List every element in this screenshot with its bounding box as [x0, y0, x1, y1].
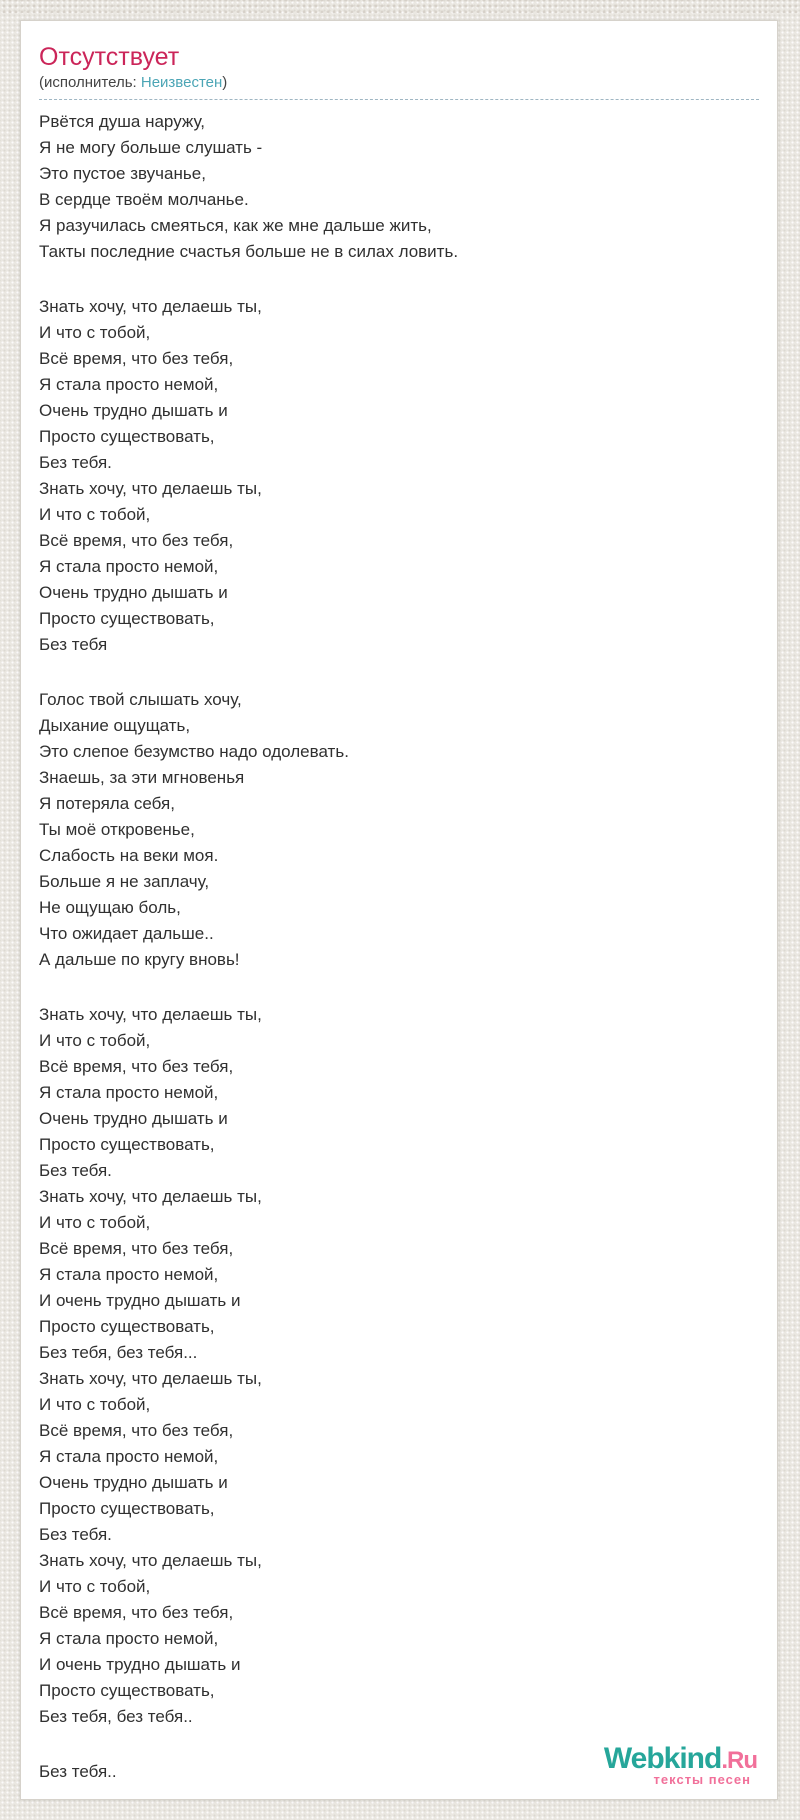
lyrics-stanza — [39, 1002, 759, 1730]
lyric-line: Очень трудно дышать и — [39, 1473, 228, 1492]
lyric-line: Голос твой слышать хочу, — [39, 690, 242, 709]
logo-webkind-text: Webkind — [603, 1742, 722, 1775]
lyric-line: Всё время, что без тебя, — [39, 1057, 234, 1076]
artist-line — [39, 74, 759, 100]
lyric-line: Без тебя.. — [39, 1762, 117, 1781]
logo-ru-text: .Ru — [721, 1747, 757, 1774]
lyric-line: Знать хочу, что делаешь ты, — [39, 1369, 262, 1388]
lyric-line: Знать хочу, что делаешь ты, — [39, 1551, 262, 1570]
lyric-line: Я стала просто немой, — [39, 1265, 219, 1284]
lyric-line: И очень трудно дышать и — [39, 1655, 241, 1674]
lyric-line: Всё время, что без тебя, — [39, 1421, 234, 1440]
lyric-line: Такты последние счастья больше не в силах ловить. — [39, 242, 459, 261]
lyrics-card — [20, 20, 778, 1800]
lyric-line: Без тебя. — [39, 1161, 112, 1180]
lyric-line: Просто существовать, — [39, 1135, 215, 1154]
lyric-line: Я стала просто немой, — [39, 1083, 219, 1102]
lyric-line: Просто существовать, — [39, 1499, 215, 1518]
lyric-line: Что ожидает дальше.. — [39, 924, 214, 943]
lyric-line: А дальше по кругу вновь! — [39, 950, 240, 969]
lyric-line: Я стала просто немой, — [39, 557, 219, 576]
lyric-line: Без тебя. — [39, 1525, 112, 1544]
artist-label-close: ) — [222, 74, 228, 91]
lyric-line: Без тебя. — [39, 453, 112, 472]
artist-link[interactable]: Неизвестен — [140, 74, 223, 91]
lyric-line: Очень трудно дышать и — [39, 1109, 228, 1128]
lyric-line: Я стала просто немой, — [39, 1629, 219, 1648]
lyric-line: Ты моё откровенье, — [39, 820, 195, 839]
lyrics-stanza — [39, 109, 759, 265]
lyric-line: Очень трудно дышать и — [39, 583, 228, 602]
lyric-line: Слабость на веки моя. — [39, 846, 219, 865]
lyric-line: Знаешь, за эти мгновенья — [39, 768, 245, 787]
lyric-line: Без тебя, без тебя.. — [39, 1707, 193, 1726]
lyric-line: И что с тобой, — [39, 1031, 151, 1050]
lyrics-stanza — [39, 294, 759, 658]
webkind-logo[interactable] — [604, 1744, 757, 1787]
lyric-line: И что с тобой, — [39, 505, 151, 524]
lyric-line: Это пустое звучанье, — [39, 164, 206, 183]
lyric-line: Я разучилась смеяться, как же мне дальше жить, — [39, 216, 432, 235]
lyric-line: Я не могу больше слушать - — [39, 138, 263, 157]
lyric-line: Дыхание ощущать, — [39, 716, 191, 735]
lyric-line: Просто существовать, — [39, 609, 215, 628]
lyric-line: Не ощущаю боль, — [39, 898, 181, 917]
song-title: Отсутствует — [39, 43, 180, 71]
lyric-line: Всё время, что без тебя, — [39, 1239, 234, 1258]
artist-label: (исполнитель: — [39, 74, 141, 91]
lyric-line: И что с тобой, — [39, 1395, 151, 1414]
lyric-line: Всё время, что без тебя, — [39, 349, 234, 368]
lyric-line: Очень трудно дышать и — [39, 401, 228, 420]
lyric-line: Просто существовать, — [39, 427, 215, 446]
lyric-line: Всё время, что без тебя, — [39, 531, 234, 550]
logo-tagline: тексты песен — [653, 1772, 751, 1787]
lyric-line: И очень трудно дышать и — [39, 1291, 241, 1310]
decorative-top-border — [0, 0, 800, 13]
lyric-line: И что с тобой, — [39, 1577, 151, 1596]
lyrics-stanza — [39, 687, 759, 973]
lyric-line: Знать хочу, что делаешь ты, — [39, 297, 262, 316]
lyric-line: Знать хочу, что делаешь ты, — [39, 1187, 262, 1206]
lyric-line: Просто существовать, — [39, 1681, 215, 1700]
lyric-line: Просто существовать, — [39, 1317, 215, 1336]
lyric-line: Это слепое безумство надо одолевать. — [39, 742, 349, 761]
lyric-line: В сердце твоём молчанье. — [39, 190, 249, 209]
lyric-line: Всё время, что без тебя, — [39, 1603, 234, 1622]
lyric-line: Я потеряла себя, — [39, 794, 175, 813]
lyric-line: Знать хочу, что делаешь ты, — [39, 1005, 262, 1024]
lyric-line: Без тебя, без тебя... — [39, 1343, 198, 1362]
lyric-line: И что с тобой, — [39, 1213, 151, 1232]
lyric-line: Знать хочу, что делаешь ты, — [39, 479, 262, 498]
lyric-line: Больше я не заплачу, — [39, 872, 210, 891]
lyric-line: Я стала просто немой, — [39, 375, 219, 394]
lyric-line: Без тебя — [39, 635, 108, 654]
lyric-line: Я стала просто немой, — [39, 1447, 219, 1466]
lyric-line: И что с тобой, — [39, 323, 151, 342]
lyrics-text — [39, 109, 759, 1785]
lyric-line: Рвётся душа наружу, — [39, 112, 205, 131]
